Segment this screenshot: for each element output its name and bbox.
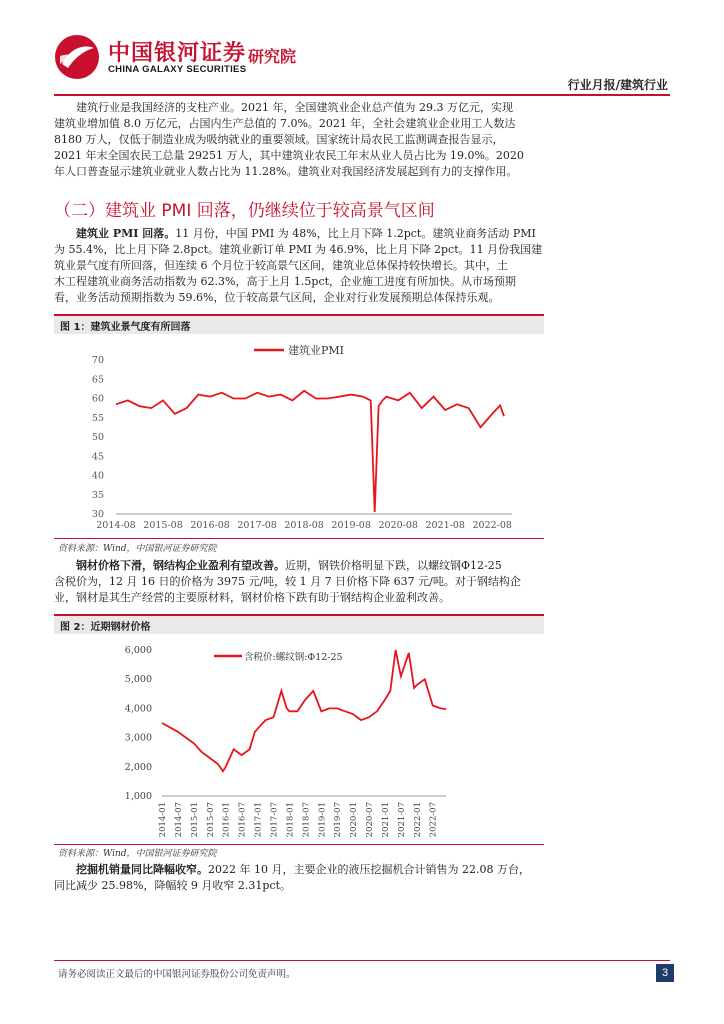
x-tick-label: 2018-08 (284, 520, 324, 531)
figure-caption-bar (54, 314, 544, 334)
figure-divider (54, 844, 544, 845)
x-tick-label: 2019-01 (317, 802, 328, 838)
brand-name-en: CHINA GALAXY SECURITIES (108, 64, 247, 75)
x-tick-label: 2017-01 (253, 802, 264, 838)
text-line: 含税价为，12 月 16 日的价格为 3975 元/吨，较 1 月 7 日价格下降 637 元/吨。对于钢结构企 (54, 575, 521, 588)
y-tick-label: 4,000 (124, 703, 152, 715)
x-tick-label: 2016-01 (221, 802, 232, 838)
text-line: 近期，钢铁价格明显下跌，以螺纹钢Φ12-25 (285, 559, 502, 572)
y-tick-label: 6,000 (124, 645, 152, 656)
x-tick-label: 2015-07 (205, 802, 216, 838)
figure-divider (54, 538, 544, 539)
figure-caption-bar (54, 614, 544, 634)
pmi-line-chart (54, 336, 544, 536)
legend-label: 建筑业PMI (288, 344, 345, 357)
text-line: 11 月份，中国 PMI 为 48%，比上月下降 1.2pct。建筑业商务活动 PMI (175, 227, 536, 240)
y-tick-label: 60 (91, 393, 104, 405)
x-tick-label: 2021-01 (380, 802, 391, 838)
x-tick-label: 2022-08 (472, 520, 512, 531)
x-tick-label: 2016-08 (190, 520, 230, 531)
excavator-paragraph (54, 862, 550, 894)
x-tick-label: 2018-07 (301, 802, 312, 838)
header-divider (54, 94, 670, 96)
x-tick-label: 2020-07 (365, 802, 376, 838)
y-tick-label: 65 (91, 374, 104, 386)
intro-paragraph (54, 100, 550, 180)
y-tick-label: 2,000 (124, 761, 152, 773)
x-tick-label: 2021-07 (396, 802, 407, 838)
figure-source: 资料来源：Wind，中国银河证券研究院 (58, 544, 217, 554)
text-line: 2022 年 10 月，主要企业的液压挖掘机合计销售为 22.08 万台， (208, 863, 530, 876)
x-tick-label: 2014-01 (158, 802, 168, 838)
footer-divider (54, 960, 670, 961)
page-number: 3 (656, 964, 674, 982)
text-line: 建筑业增加值 8.0 万亿元，占国内生产总值的 7.0%。2021 年，全社会建筑业企业用工人数达 (54, 117, 516, 130)
x-tick-label: 2020-01 (349, 802, 360, 838)
x-tick-label: 2022-07 (428, 802, 439, 838)
paragraph-lead: 建筑业 PMI 回落。 (76, 227, 176, 240)
x-tick-label: 2019-07 (333, 802, 344, 838)
text-line: 木工程建筑业商务活动指数为 62.3%，高于上月 1.5pct，企业施工进度有所加快。从市场预期 (54, 275, 517, 288)
y-tick-label: 30 (91, 509, 104, 520)
paragraph-lead: 挖掘机销量同比降幅收窄。 (76, 863, 208, 876)
x-tick-label: 2020-08 (378, 520, 418, 531)
y-tick-label: 1,000 (124, 791, 152, 802)
figure-caption: 图 1：建筑业景气度有所回落 (60, 322, 191, 333)
x-tick-label: 2017-08 (237, 520, 277, 531)
steel-paragraph (54, 558, 550, 606)
y-tick-label: 55 (91, 412, 104, 424)
text-line: 同比减少 25.98%，降幅较 9 月收窄 2.31pct。 (54, 879, 292, 892)
y-tick-label: 35 (91, 489, 104, 501)
text-line: 业，钢材是其生产经营的主要原材料，钢材价格下跌有助于钢结构企业盈利改善。 (54, 591, 450, 604)
text-line: 8180 万人，仅低于制造业成为吸纳就业的重要领域。国家统计局农民工监测调查报告显示， (54, 133, 504, 146)
y-tick-label: 5,000 (124, 674, 152, 686)
series-line-pmi (116, 391, 504, 512)
steel-price-line-chart (54, 636, 544, 842)
brand-name-cn: 中国银河证券 (108, 41, 247, 66)
x-tick-label: 2014-08 (96, 520, 136, 531)
x-tick-label: 2017-07 (269, 802, 280, 838)
pmi-paragraph (54, 226, 550, 306)
y-tick-label: 40 (91, 470, 104, 482)
report-type: 行业月报/建筑行业 (567, 78, 668, 92)
x-tick-label: 2015-01 (189, 802, 200, 838)
text-line: 筑业景气度有所回落，但连续 6 个月位于较高景气区间，建筑业总体保持较快增长。其中，土 (54, 259, 508, 272)
text-line: 为 55.4%，比上月下降 2.8pct。建筑业新订单 PMI 为 46.9%，比上月下降 2pct。11 月份我国建 (54, 243, 543, 256)
x-tick-label: 2019-08 (331, 520, 371, 531)
brand-department: 研究院 (248, 47, 297, 66)
section-title: （二）建筑业 PMI 回落，仍继续位于较高景气区间 (54, 201, 435, 221)
x-tick-label: 2021-08 (425, 520, 465, 531)
x-tick-label: 2015-08 (143, 520, 183, 531)
y-tick-label: 3,000 (124, 732, 152, 744)
brand-logo-icon (54, 34, 100, 80)
legend-label: 含税价:螺纹钢:Φ12-25 (244, 652, 343, 663)
y-tick-label: 50 (91, 432, 104, 443)
text-line: 看，业务活动预期指数为 59.6%，位于较高景气区间，企业对行业发展预期总体保持乐观。 (54, 291, 500, 304)
x-tick-label: 2014-07 (173, 802, 184, 838)
footer-disclaimer: 请务必阅读正文最后的中国银河证券股份公司免责声明。 (58, 969, 296, 980)
y-tick-label: 45 (91, 451, 104, 463)
x-tick-label: 2018-01 (285, 802, 296, 838)
text-line: 建筑行业是我国经济的支柱产业。2021 年，全国建筑业企业总产值为 29.3 万亿元，实现 (76, 101, 513, 114)
text-line: 年人口普查显示建筑业就业人数占比为 11.28%。建筑业对我国经济发展起到有力的支撑作用。 (54, 165, 518, 178)
x-tick-label: 2016-07 (237, 802, 248, 838)
figure-caption: 图 2：近期钢材价格 (60, 622, 151, 633)
paragraph-lead: 钢材价格下滑，钢结构企业盈利有望改善。 (76, 559, 285, 572)
figure-source: 资料来源：Wind，中国银河证券研究院 (58, 849, 217, 859)
y-tick-label: 70 (91, 355, 104, 366)
series-line-rebar (162, 650, 446, 771)
x-tick-label: 2022-01 (412, 802, 423, 838)
text-line: 2021 年末全国农民工总量 29251 万人，其中建筑业农民工年末从业人员占比为 19.0%。2020 (54, 149, 524, 162)
